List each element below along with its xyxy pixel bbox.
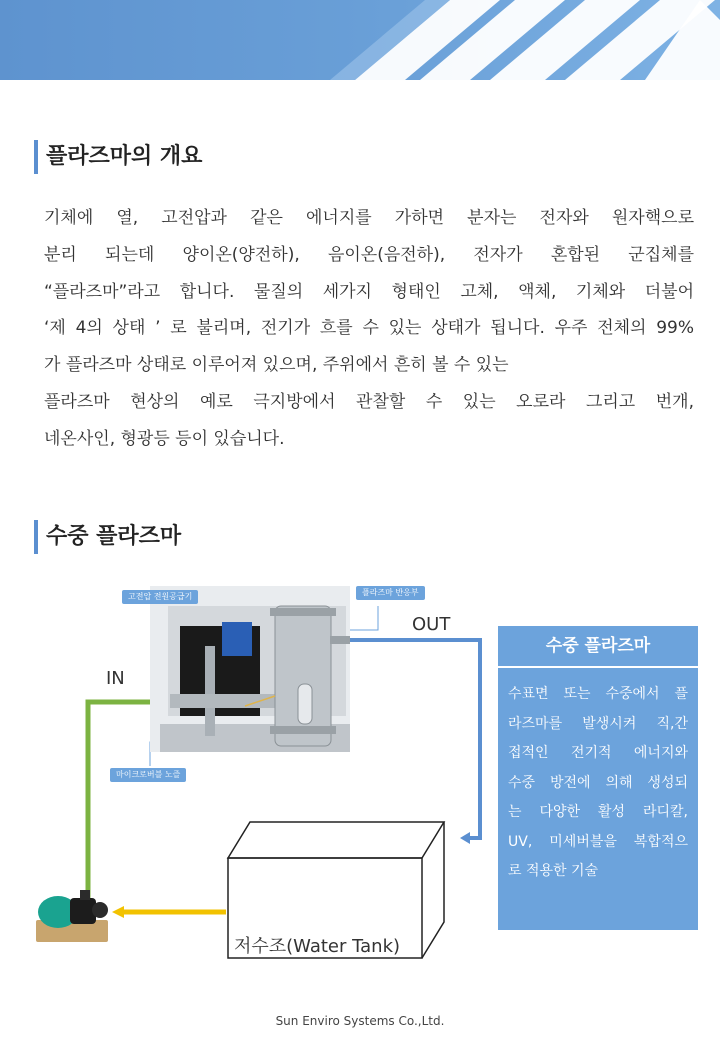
info-line: 수중 방전에 의해 생성되	[508, 774, 688, 791]
overview-line: 기체에 열, 고전압과 같은 에너지를 가하면 분자는 전자와 원자핵으로	[44, 208, 694, 228]
overview-line: ‘제 4의 상태 ’ 로 불리며, 전기가 흐를 수 있는 상태가 됩니다. 우주 전체의 99%	[44, 318, 694, 339]
info-line: 는 다양한 활성 라디칼,	[508, 804, 688, 820]
water-tank-label: 저수조(Water Tank)	[234, 936, 401, 957]
overview-line: 플라즈마 현상의 예로 극지방에서 관찰할 수 있는 오로라 그리고 번개,	[44, 391, 694, 412]
out-label: OUT	[412, 614, 451, 635]
overview-line: 가 플라즈마 상태로 이루어져 있으며, 주위에서 흔히 볼 수 있는	[44, 355, 509, 376]
plasma-machine-image	[150, 586, 350, 752]
info-line: 로 적용한 기술	[508, 863, 599, 879]
pump-icon	[36, 890, 108, 942]
overview-section-title: 플라즈마의 개요	[34, 140, 202, 174]
info-line: 수표면 또는 수중에서 플	[508, 686, 688, 702]
footer-company-name: Sun Enviro Systems Co.,Ltd.	[275, 1014, 445, 1028]
in-pipe	[88, 702, 150, 902]
header-band	[0, 0, 720, 80]
callout-plasma-reactor: 플라즈마 반응부	[356, 586, 425, 600]
info-line: UV, 미세버블을 복합적으	[508, 833, 688, 850]
overview-paragraph	[44, 200, 694, 458]
callout-power-supply: 고전압 전원공급기	[122, 590, 198, 604]
callout-microbubble-nozzle: 마이크로버블 노즐	[110, 768, 186, 782]
overview-line: 분리 되는데 양이온(양전하), 음이온(음전하), 전자가 혼합된 군집체를	[44, 244, 694, 265]
overview-line: 네온사인, 형광등 등이 있습니다.	[44, 428, 285, 449]
out-pipe	[345, 640, 480, 838]
overview-line: “플라즈마”라고 합니다. 물질의 세가지 형태인 고체, 액체, 기체와 더불어	[44, 281, 694, 302]
header-stripes	[0, 0, 720, 80]
underwater-section-title: 수중 플라즈마	[34, 520, 181, 554]
pump-flow-arrow	[112, 906, 124, 918]
in-label: IN	[106, 668, 125, 689]
info-line: 라즈마를 발생시켜 직,간	[508, 715, 688, 732]
info-line: 접적인 전기적 에너지와	[508, 745, 688, 761]
info-box-title: 수중 플라즈마	[498, 626, 698, 668]
underwater-plasma-info-box	[498, 626, 698, 930]
info-box-body	[498, 668, 698, 887]
out-arrow	[460, 832, 470, 844]
